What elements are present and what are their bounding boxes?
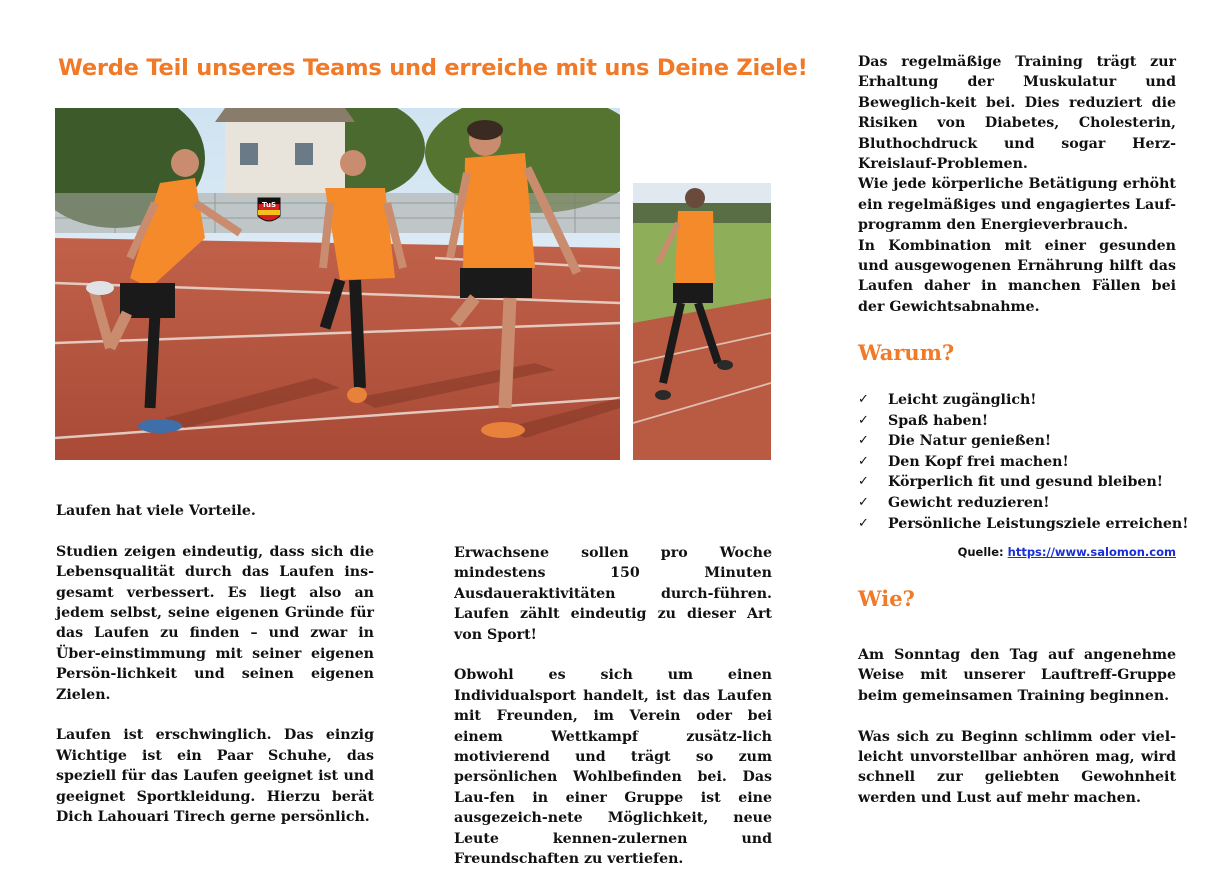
source-line — [858, 545, 1176, 559]
checkmark-icon: ✓ — [858, 433, 869, 449]
paragraph: Erwachsene sollen pro Woche mindestens 150 Minuten Ausdaueraktivitäten durch-führen. Laufen zählt eindeutig zu dieser Art von Sport! — [454, 545, 772, 643]
intro-text: Laufen hat viele Vorteile. — [56, 503, 256, 519]
checkmark-icon: ✓ — [858, 412, 869, 428]
wie-heading: Wie? — [858, 586, 915, 611]
paragraph: Laufen ist erschwinglich. Das einzig Wichtige ist ein Paar Schuhe, das speziell für das Laufen geeignet ist und geeignet Sportkleidung. Hierzu berät Dich Lahouari Tirech gerne persönlich. — [56, 727, 374, 826]
club-logo — [258, 198, 280, 221]
benefit-item — [858, 472, 1188, 493]
benefits-list — [858, 390, 1188, 534]
column-right — [858, 52, 1176, 317]
benefit-item — [858, 514, 1188, 535]
source-link[interactable]: https://www.salomon.com — [1007, 545, 1176, 559]
benefit-label: Die Natur genießen! — [888, 433, 1052, 450]
paragraph: Das regelmäßige Training trägt zur Erhaltung der Muskulatur und Beweglich-keit bei. Dies reduziert die Risiken von Diabetes, Cholesterin, Bluthochdruck und sogar Herz-Kreislauf-Problemen. — [858, 54, 1176, 173]
benefit-label: Leicht zugänglich! — [888, 392, 1037, 408]
paragraph: Wie jede körperliche Betätigung erhöht ein regelmäßiges und engagiertes Lauf-programm den Energieverbrauch. — [858, 176, 1176, 234]
paragraph: Am Sonntag den Tag auf angenehme Weise mit unserer Lauftreff-Gruppe beim gemeinsamen Training beginnen. — [858, 647, 1176, 704]
paragraph: Obwohl es sich um einen Individualsport handelt, ist das Laufen mit Freunden, im Verein oder bei einem Wettkampf zusätz-lich motivierend und trägt so zum persönlichen Wohlbefinden bei. Das Lau-fen in einer Gruppe ist eine ausgezeich-nete Möglichkeit, neue Leute kennen-zulernen und Freundschaften zu vertiefen. — [454, 667, 772, 868]
benefit-item — [858, 411, 1188, 432]
benefit-item — [858, 431, 1188, 452]
page-title: Werde Teil unseres Teams und erreiche mit uns Deine Ziele! — [58, 55, 808, 81]
source-label: Quelle: — [957, 545, 1004, 559]
benefit-item — [858, 390, 1188, 411]
paragraph: Studien zeigen eindeutig, dass sich die Lebensqualität durch das Laufen ins-gesamt verbessert. Es liegt also an jedem selbst, seine eigenen Gründe für das Laufen zu finden – und zwar in Über-einstimmung mit seiner eigenen Persön-lichkeit und seinen eigenen Zielen. — [56, 543, 374, 703]
wie-text — [858, 645, 1176, 829]
group-stretching-photo — [55, 108, 620, 460]
checkmark-icon: ✓ — [858, 453, 869, 469]
svg-text:TuS: TuS — [261, 201, 277, 209]
paragraph: Was sich zu Beginn schlimm oder viel-leicht unvorstellbar anhören mag, wird schnell zur geliebten Gewohnheit werden und Lust auf mehr machen. — [858, 728, 1176, 806]
benefit-label: Spaß haben! — [888, 412, 989, 429]
benefit-item — [858, 452, 1188, 473]
runner-photo — [633, 183, 771, 460]
benefit-label: Körperlich fit und gesund bleiben! — [888, 474, 1163, 491]
paragraph: In Kombination mit einer gesunden und ausgewogenen Ernährung hilft das Laufen daher in manchen Fällen bei der Gewichtsabnahme. — [858, 237, 1176, 315]
checkmark-icon: ✓ — [858, 474, 869, 490]
benefit-label: Gewicht reduzieren! — [888, 494, 1050, 511]
benefit-label: Persönliche Leistungsziele erreichen! — [888, 515, 1189, 532]
column-left — [56, 501, 374, 848]
checkmark-icon: ✓ — [858, 515, 869, 531]
benefit-label: Den Kopf frei machen! — [888, 453, 1069, 470]
benefit-item — [858, 493, 1188, 514]
checkmark-icon: ✓ — [858, 494, 869, 510]
checkmark-icon: ✓ — [858, 392, 869, 407]
column-middle — [454, 543, 772, 890]
warum-heading: Warum? — [858, 340, 955, 365]
